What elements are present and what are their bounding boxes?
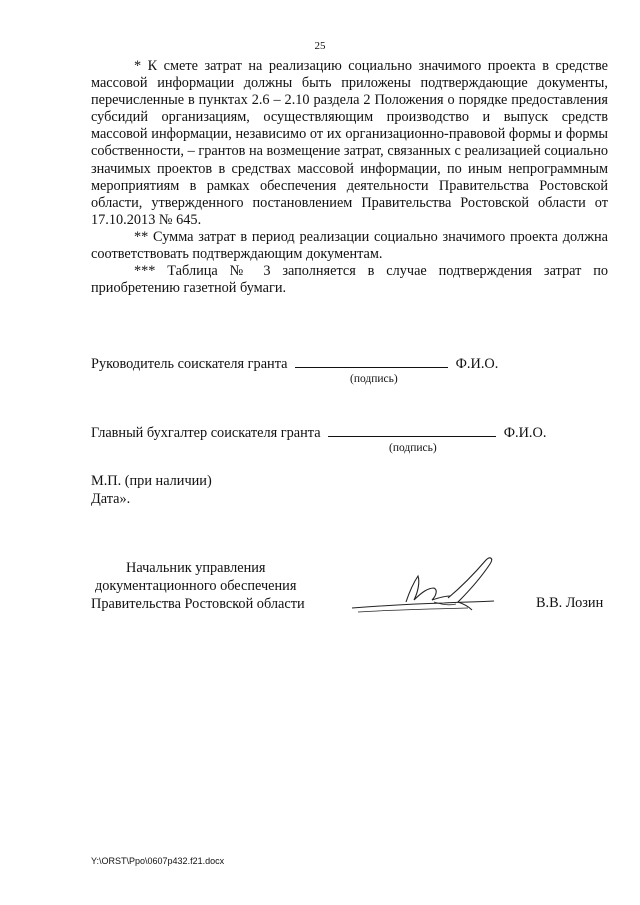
stamp-mp: М.П. (при наличии) bbox=[91, 473, 212, 489]
signer-title-line-2: документационного обеспечения bbox=[95, 578, 297, 594]
accountant-signature-blank bbox=[328, 435, 496, 437]
accountant-signature-caption: (подпись) bbox=[389, 442, 437, 454]
head-signature-blank bbox=[295, 366, 448, 368]
handwritten-signature bbox=[348, 552, 500, 620]
accountant-label: Главный бухгалтер соискателя гранта bbox=[91, 425, 321, 441]
head-signature-caption: (подпись) bbox=[350, 373, 398, 385]
footnote-2: ** Сумма затрат в период реализации социально значимого проекта должна соответствовать подтверждающим документам. bbox=[91, 228, 608, 263]
stamp-block bbox=[91, 472, 212, 508]
footnote-3: *** Таблица № 3 заполняется в случае подтверждения затрат по приобретению газетной бумаги. bbox=[91, 263, 608, 297]
accountant-signature-line bbox=[91, 425, 546, 442]
head-signature-line bbox=[91, 356, 498, 373]
signer-title-line-3: Правительства Ростовской области bbox=[91, 596, 305, 612]
signer-name: В.В. Лозин bbox=[536, 595, 604, 611]
head-label: Руководитель соискателя гранта bbox=[91, 356, 288, 372]
file-path: Y:\ORST\Ppo\0607p432.f21.docx bbox=[91, 856, 225, 866]
signer-title-block bbox=[91, 559, 305, 613]
stamp-date: Дата». bbox=[91, 491, 131, 507]
page-number: 25 bbox=[314, 40, 326, 52]
accountant-fio: Ф.И.О. bbox=[503, 425, 547, 441]
head-fio: Ф.И.О. bbox=[455, 356, 499, 372]
signer-title-line-1: Начальник управления bbox=[126, 560, 266, 576]
footnotes-block bbox=[91, 58, 608, 297]
footnote-1: * К смете затрат на реализацию социально значимого проекта в средстве массовой информации должны быть приложены подтверждающие документы, перечисленные в пунктах 2.6 – 2.10 раздела 2 Положения о порядке предоставления субсидий организациям, осуществляющим производство и выпуск средств массовой информации, независимо от их организационно-правовой формы и формы собственности, – грантов на возмещение затрат, связанных с реализацией социально значимых проектов в средствах массовой информации, по иным непрограммным мероприятиям в рамках обеспечения деятельности Правительства Ростовской области, утвержденного постановлением Правительства Ростовской области от 17.10.2013 № 645. bbox=[91, 58, 608, 228]
